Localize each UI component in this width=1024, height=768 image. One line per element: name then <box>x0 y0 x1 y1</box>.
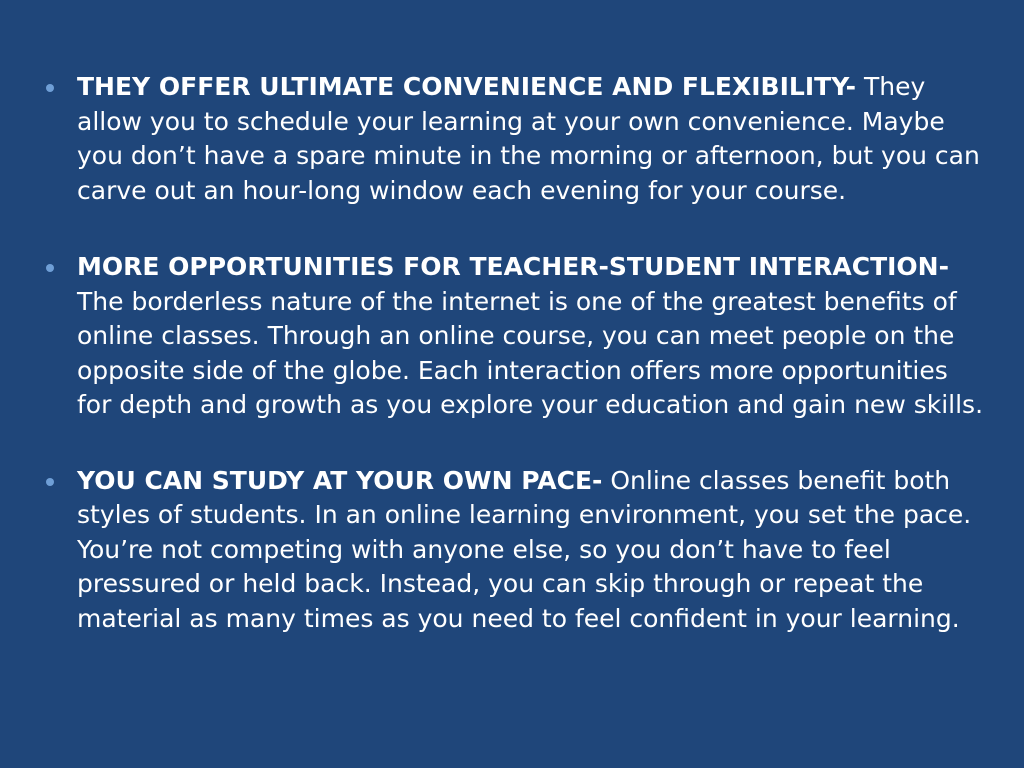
bullet-text: They allow you to schedule your learning at your own convenience. Maybe you don’t have a spare minute in the morning or afternoon, but you can carve out an hour-long window each evening for your course. <box>77 72 980 205</box>
bullet-heading: THEY OFFER ULTIMATE CONVENIENCE AND FLEXIBILITY- <box>77 72 857 101</box>
bullet-text: The borderless nature of the internet is one of the greatest benefits of online classes. Through an online course, you can meet people on the opposite side of the globe. Each interaction offers more opportunities for depth and growth as you explore your education and gain new skills. <box>77 286 984 419</box>
bullet-heading: YOU CAN STUDY AT YOUR OWN PACE- <box>77 465 603 495</box>
bullet-dot-icon <box>46 478 54 486</box>
bullet-text: Online classes benefit both styles of students. In an online learning environment, you set the pace. You’re not competing with anyone else, so you don’t have to feel pressured or held back. Instead, you can skip through or repeat the material as many times as you need to feel confident in your learning. <box>77 465 972 633</box>
bullet-dot-icon <box>46 84 54 92</box>
bullet-dot-icon <box>46 264 54 272</box>
bullet-item-convenience <box>44 70 984 208</box>
bullet-item-interaction <box>44 250 984 423</box>
bullet-item-own-pace <box>44 464 984 637</box>
bullet-list <box>44 70 984 636</box>
bullet-heading: MORE OPPORTUNITIES FOR TEACHER-STUDENT INTERACTION- <box>77 252 949 281</box>
